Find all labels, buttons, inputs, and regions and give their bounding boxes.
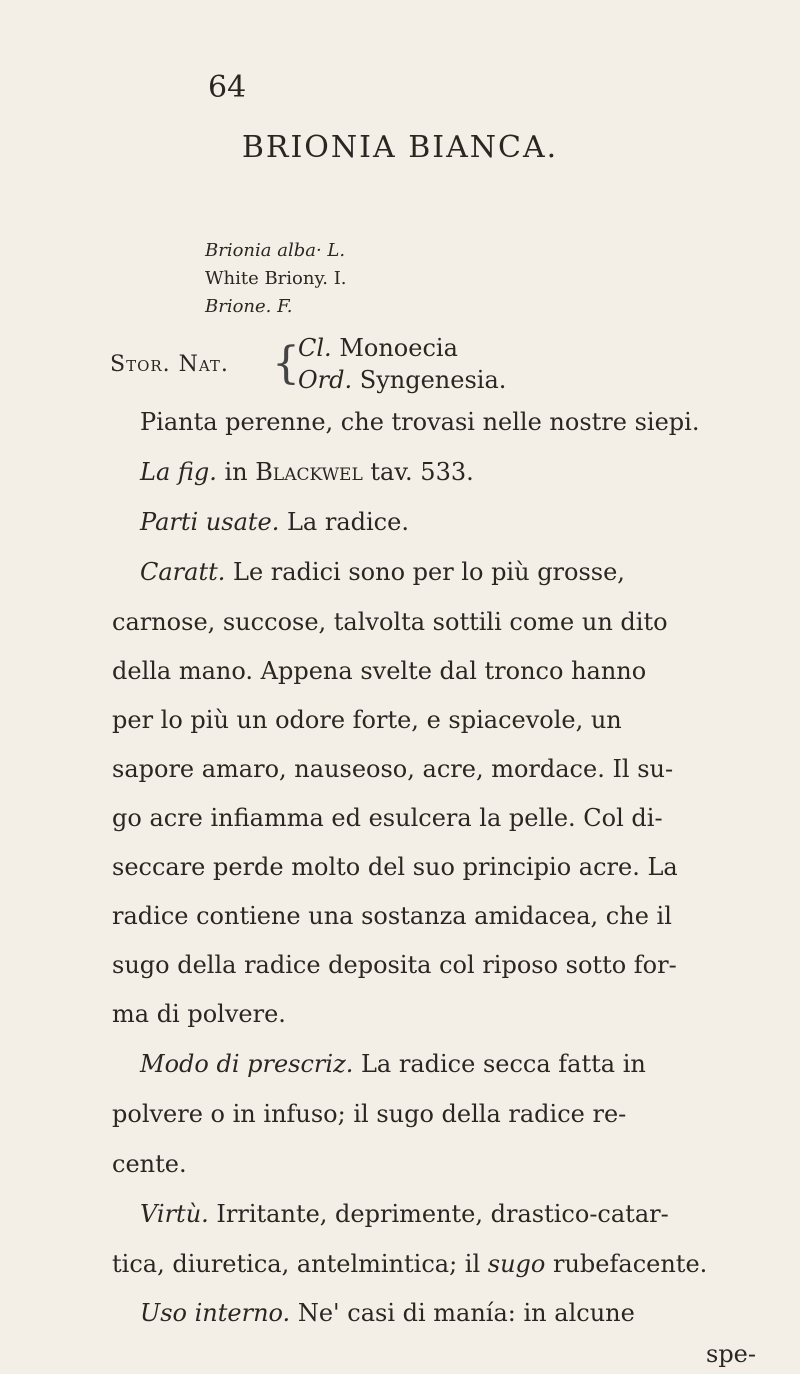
author-name: Blackwel — [255, 458, 363, 486]
text-line: cente. — [112, 1150, 187, 1178]
page-number: 64 — [208, 70, 247, 105]
text-line: polvere o in infuso; il sugo della radice re- — [112, 1100, 627, 1128]
text-span: tica, diuretica, antelmintica; il — [112, 1250, 488, 1278]
ord-value: Syngenesia. — [359, 366, 507, 394]
text-line: della mano. Appena svelte dal tronco hanno — [112, 657, 647, 685]
text-line: Pianta perenne, che trovasi nelle nostre siepi. — [140, 408, 700, 436]
section-label: Caratt. — [140, 558, 226, 586]
text-line: per lo più un odore forte, e spiacevole, un — [112, 706, 622, 734]
text-line — [140, 1050, 646, 1078]
text-line: radice contiene una sostanza amidacea, che il — [112, 902, 672, 930]
text-line — [140, 508, 409, 536]
text-span: La radice secca fatta in — [353, 1050, 646, 1078]
classification-class — [298, 334, 458, 362]
text-line — [140, 558, 625, 586]
text-line — [140, 458, 474, 486]
text-span: La radice. — [279, 508, 409, 536]
text-line: ma di polvere. — [112, 1000, 286, 1028]
figure-label: La fig. — [140, 458, 217, 486]
section-label: Virtù. — [140, 1200, 209, 1228]
text-span: Irritante, deprimente, drastico-catar- — [208, 1200, 669, 1228]
page-title: BRIONIA BIANCA. — [241, 130, 559, 165]
text-line: seccare perde molto del suo principio acre. La — [112, 853, 678, 881]
classification-order — [298, 366, 506, 394]
text-line: carnose, succose, talvolta sottili come un dito — [112, 608, 668, 636]
stor-nat-label: Stor. Nat. — [110, 352, 229, 377]
cl-label: Cl. — [298, 334, 332, 362]
text-span: Le radici sono per lo più grosse, — [225, 558, 625, 586]
brace-glyph: { — [272, 338, 300, 389]
text-line — [140, 1299, 635, 1327]
text-span: tav. 533. — [362, 458, 474, 486]
text-span: rubefacente. — [545, 1250, 708, 1278]
catchword: spe- — [706, 1340, 756, 1368]
text-line — [112, 1250, 707, 1278]
synonym-latin: Brionia alba· L. — [205, 240, 346, 261]
synonym-french: Brione. F. — [205, 296, 293, 317]
section-label: Modo di prescriz. — [140, 1050, 354, 1078]
cl-value: Monoecia — [339, 334, 458, 362]
text-span: in — [216, 458, 256, 486]
text-line: go acre infiamma ed esulcera la pelle. Col di- — [112, 804, 663, 832]
sugo-word: sugo — [487, 1250, 546, 1278]
section-label: Parti usate. — [140, 508, 280, 536]
text-line: sugo della radice deposita col riposo sotto for- — [112, 951, 677, 979]
text-span: Ne' casi di manía: in alcune — [290, 1299, 635, 1327]
text-line: sapore amaro, nauseoso, acre, mordace. Il su- — [112, 755, 674, 783]
synonym-english: White Briony. I. — [205, 268, 347, 289]
text-line — [140, 1200, 669, 1228]
ord-label: Ord. — [298, 366, 353, 394]
section-label: Uso interno. — [140, 1299, 291, 1327]
